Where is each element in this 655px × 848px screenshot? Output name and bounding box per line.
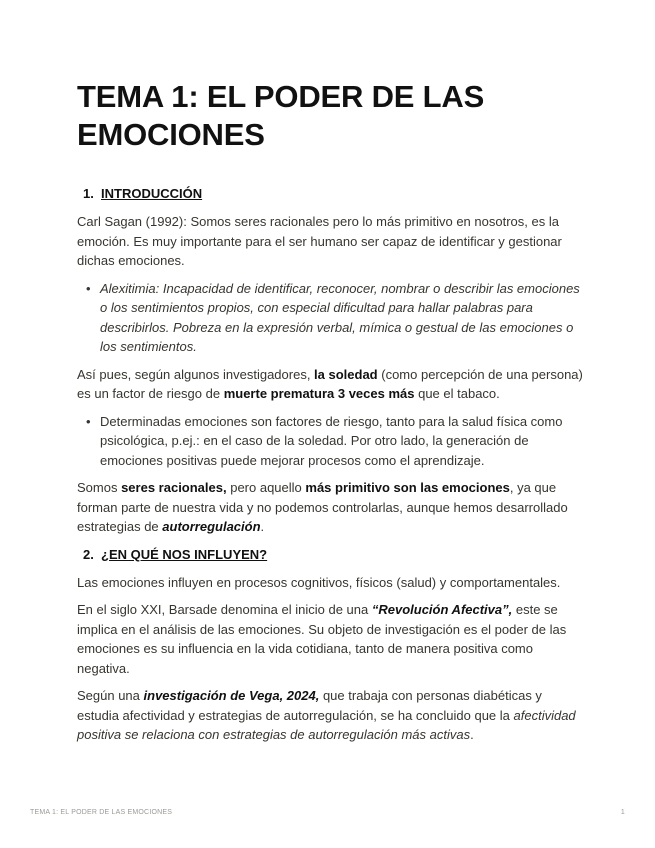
page-title: TEMA 1: EL PODER DE LAS EMOCIONES bbox=[77, 79, 485, 152]
bullet-list bbox=[77, 279, 583, 357]
document-page bbox=[77, 78, 583, 753]
paragraph-soledad: Así pues, según algunos investigadores, la soledad (como percepción de una persona) es un factor de riesgo de muerte prematura 3 veces más que el tabaco. bbox=[77, 366, 583, 401]
section-number: 2. bbox=[83, 546, 94, 562]
list-item: • Determinadas emociones son factores de riesgo, tanto para la salud física como psicológica, p.ej.: en el caso de la soledad. Por otro lado, la generación de emociones positivas puede mejorar procesos como el aprendizaje. bbox=[86, 413, 563, 468]
paragraph-seres-racionales: Somos seres racionales, pero aquello más primitivo son las emociones, ya que forman parte de nuestra vida y no podemos controlarlas, aunque hemos desarrollado estrategias de autorregulación. bbox=[77, 480, 568, 534]
page-footer bbox=[30, 809, 625, 816]
section-heading-text: ¿EN QUÉ NOS INFLUYEN? bbox=[101, 546, 268, 562]
section-heading-introduccion bbox=[77, 184, 583, 204]
section-heading-text: INTRODUCCIÓN bbox=[101, 186, 203, 201]
footer-title: TEMA 1: EL PODER DE LAS EMOCIONES bbox=[30, 809, 173, 816]
section-number: 1. bbox=[83, 186, 94, 201]
bullet-icon: • bbox=[86, 280, 91, 296]
paragraph-vega: Según una investigación de Vega, 2024, que trabaja con personas diabéticas y estudia afectividad y estrategias de autorregulación, se ha concluido que la afectividad positiva se relaciona con estrategias de autorregulación más activas. bbox=[77, 688, 576, 742]
bullet-icon: • bbox=[86, 413, 91, 429]
list-item: • Alexitimia: Incapacidad de identificar, reconocer, nombrar o describir las emociones o los sentimientos propios, con especial dificultad para hallar palabras para describirlos. Pobreza en la expresión verbal, mímica o gestual de las emociones o los sentimientos. bbox=[86, 280, 580, 354]
bullet-list bbox=[77, 412, 583, 471]
section-heading-influyen bbox=[77, 545, 583, 565]
paragraph-procesos: Las emociones influyen en procesos cognitivos, físicos (salud) y comportamentales. bbox=[77, 574, 561, 590]
paragraph-barsade: En el siglo XXI, Barsade denomina el inicio de una “Revolución Afectiva”, este se implica en el análisis de las emociones. Su objeto de investigación es el poder de las emociones es su influencia en la vida cotidiana, tanto de manera positiva como negativa. bbox=[77, 602, 567, 676]
paragraph-sagan: Carl Sagan (1992): Somos seres racionales pero lo más primitivo en nosotros, es la emoción. Es muy importante para el ser humano ser capaz de identificar y gestionar dichas emociones. bbox=[77, 214, 562, 268]
page-number: 1 bbox=[620, 809, 625, 816]
